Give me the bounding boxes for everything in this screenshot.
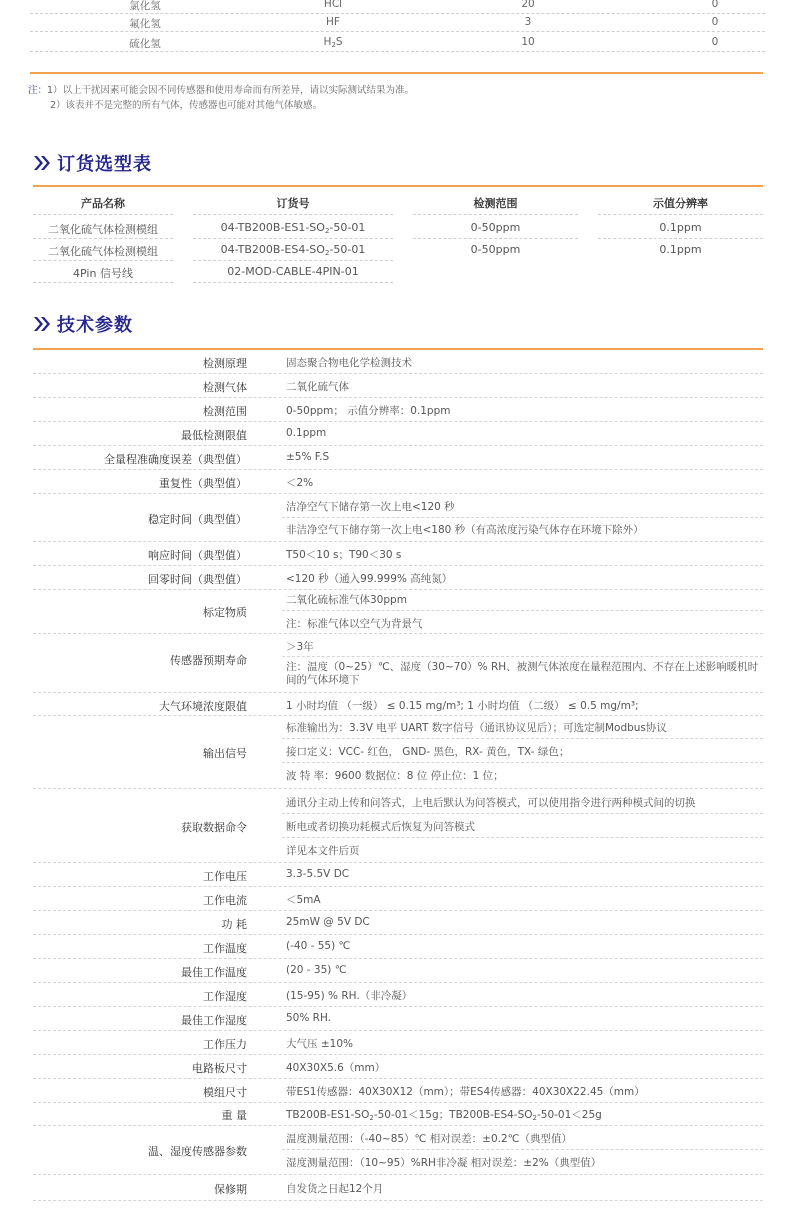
spec-label: 大气环境浓度限值 xyxy=(159,700,247,713)
row-divider xyxy=(33,541,763,542)
spec-section-title xyxy=(33,311,133,337)
table-top-line xyxy=(33,348,763,350)
order-section-title xyxy=(33,150,152,176)
row-divider xyxy=(33,1054,763,1055)
row-divider xyxy=(33,238,173,239)
spec-value: 0.1ppm xyxy=(286,427,327,439)
spec-label: 回零时间（典型值） xyxy=(148,573,247,586)
row-divider xyxy=(33,1125,763,1126)
row-divider xyxy=(33,421,763,422)
spec-label: 检测气体 xyxy=(203,381,247,394)
row-divider xyxy=(33,282,173,283)
gas-formula: $H_2S$ xyxy=(323,36,343,49)
spec-value: 湿度测量范围：（10~95）%RH非冷凝 相对误差：±2%（典型值） xyxy=(286,1157,602,1169)
row-divider xyxy=(33,958,763,959)
row-divider xyxy=(33,1078,763,1079)
spec-label: 工作温度 xyxy=(203,942,247,955)
row-divider xyxy=(598,214,763,215)
gas-formula: HCl xyxy=(323,0,343,10)
row-divider xyxy=(282,1149,763,1150)
double-chevron-icon xyxy=(33,155,51,171)
spec-label: 传感器预期寿命 xyxy=(170,654,247,667)
spec-label: 检测范围 xyxy=(203,405,247,418)
row-divider xyxy=(282,762,763,763)
col-header: 检测范围 xyxy=(473,197,518,210)
spec-value: $TB200B-ES1-SO_2-50-01<15g$；$TB200B-ES4-SO_2-50-01<25g$ xyxy=(286,1109,602,1122)
row-divider xyxy=(282,656,763,657)
spec-value: 二氧化硫气体 xyxy=(286,381,349,393)
row-divider xyxy=(33,692,763,693)
spec-value: 40X30X5.6（mm） xyxy=(286,1062,386,1074)
note-1: 1）以上干扰因素可能会因不同传感器和使用寿命而有所差异，请以实际测试结果为准。 xyxy=(47,85,415,96)
table-top-line xyxy=(33,185,763,187)
gas-response: 0 xyxy=(711,0,719,10)
section-title: 技术参数 xyxy=(57,315,133,336)
row-divider xyxy=(33,1102,763,1103)
gas-concentration: 20 xyxy=(521,0,535,10)
row-divider xyxy=(33,1006,763,1007)
spec-value: 0-50ppm； 示值分辨率：0.1ppm xyxy=(286,405,451,417)
spec-label: 全量程准确度误差（典型值） xyxy=(104,453,247,466)
spec-value: 接口定义：VCC- 红色， GND- 黑色，RX- 黄色，TX- 绿色； xyxy=(286,746,570,758)
gas-response: 0 xyxy=(711,36,719,48)
spec-value: <120 秒（通入99.999% 高纯氮） xyxy=(286,573,453,585)
spec-value: ＜2% xyxy=(286,477,314,489)
gas-concentration: 3 xyxy=(524,16,532,28)
row-divider xyxy=(33,397,763,398)
spec-value: 断电或者切换功耗模式后恢复为问答模式 xyxy=(286,821,475,833)
order-code: $04-TB200B-ES1-SO_2-50-01$ xyxy=(220,221,366,235)
row-divider xyxy=(413,214,578,215)
spec-value: ＞3年 xyxy=(286,641,314,653)
product-name: 二氧化硫气体检测模组 xyxy=(48,245,158,258)
spec-value: 通讯分主动上传和问答式，上电后默认为问答模式，可以使用指令进行两种模式间的切换 xyxy=(286,797,696,809)
gas-name: 氯化氢 xyxy=(129,0,161,12)
spec-label: 获取数据命令 xyxy=(181,821,247,834)
product-name: 二氧化硫气体检测模组 xyxy=(48,223,158,236)
spec-value: 二氧化硫标准气体30ppm xyxy=(286,594,407,606)
spec-label: 电路板尺寸 xyxy=(192,1062,247,1075)
spec-label: 响应时间（典型值） xyxy=(148,549,247,562)
spec-label: 工作压力 xyxy=(203,1038,247,1051)
spec-value: 波 特 率：9600 数据位：8 位 停止位：1 位； xyxy=(286,770,504,782)
row-divider xyxy=(33,373,763,374)
spec-value: (-40 - 55) ℃ xyxy=(286,940,351,952)
row-divider xyxy=(33,886,763,887)
spec-label: 重 量 xyxy=(221,1109,247,1122)
gas-name: 氟化氢 xyxy=(129,18,161,30)
spec-label: 稳定时间（典型值） xyxy=(148,513,247,526)
row-divider xyxy=(33,715,763,716)
row-divider xyxy=(33,1030,763,1031)
spec-value: 注：标准气体以空气为背景气 xyxy=(286,618,423,630)
spec-value: 固态聚合物电化学检测技术 xyxy=(286,357,412,369)
spec-label: 最佳工作湿度 xyxy=(181,1014,247,1027)
gas-concentration: 10 xyxy=(521,36,535,48)
spec-value: 详见本文件后页 xyxy=(286,845,360,857)
spec-label: 模组尺寸 xyxy=(203,1086,247,1099)
spec-label: 重复性（典型值） xyxy=(159,477,247,490)
spec-value: 1 小时均值 （一级） ≤ 0.15 mg/m³; 1 小时均值 （二级） ≤ 0.5 mg/m³; xyxy=(286,700,639,712)
row-divider xyxy=(33,862,763,863)
spec-label: 温、湿度传感器参数 xyxy=(148,1145,247,1158)
note-2: 2）该表并不是完整的所有气体，传感器也可能对其他气体敏感。 xyxy=(50,100,323,111)
spec-value: 注：温度（0~25）℃、湿度（30~70）% RH、被测气体浓度在量程范围内、不存在上述影响暖机时间的气体环境下 xyxy=(286,661,759,686)
col-header: 订货号 xyxy=(276,197,310,210)
spec-value: ±5% F.S xyxy=(286,451,330,463)
spec-label: 最佳工作温度 xyxy=(181,966,247,979)
detect-range: 0-50ppm xyxy=(470,221,521,234)
spec-value: T50＜10 s；T90＜30 s xyxy=(286,549,402,561)
note-lead: 注： xyxy=(28,85,48,96)
row-divider xyxy=(33,910,763,911)
order-code: $04-TB200B-ES4-SO_2-50-01$ xyxy=(220,243,366,257)
row-divider xyxy=(598,238,763,239)
row-divider xyxy=(282,837,763,838)
row-divider xyxy=(282,610,763,611)
spec-value: 25mW @ 5V DC xyxy=(286,916,370,928)
spec-value: 标准输出为：3.3V 电平 UART 数字信号（通讯协议见后）；可选定制Modbus协议 xyxy=(286,722,667,734)
row-divider xyxy=(193,214,393,215)
row-divider xyxy=(33,982,763,983)
row-divider xyxy=(193,260,393,261)
spec-value: 带ES1传感器：40X30X12（mm）；带ES4传感器：40X30X22.45（mm） xyxy=(286,1086,645,1098)
col-header: 产品名称 xyxy=(81,197,125,210)
page-title: 订货选型表 xyxy=(57,154,152,175)
cross-row xyxy=(30,34,765,52)
spec-value: 洁净空气下储存第一次上电<120 秒 xyxy=(286,501,455,513)
row-divider xyxy=(33,934,763,935)
spec-value: 大气压 ±10% xyxy=(286,1038,353,1050)
spec-value: 3.3-5.5V DC xyxy=(286,868,350,880)
row-divider xyxy=(282,517,763,518)
spec-value: 非洁净空气下储存第一次上电<180 秒（有高浓度污染气体存在环境下除外） xyxy=(286,524,644,536)
order-code: 02-MOD-CABLE-4PIN-01 xyxy=(227,265,359,278)
gas-name: 硫化氢 xyxy=(129,38,161,50)
row-divider xyxy=(33,589,763,590)
spec-label: 工作湿度 xyxy=(203,990,247,1003)
gas-response: 0 xyxy=(711,16,719,28)
detect-range: 0-50ppm xyxy=(470,243,521,256)
row-divider xyxy=(33,788,763,789)
spec-label: 输出信号 xyxy=(203,747,247,760)
row-divider xyxy=(33,1174,763,1175)
spec-label: 检测原理 xyxy=(203,357,247,370)
spec-value: (15-95) % RH.（非冷凝） xyxy=(286,990,413,1002)
row-divider xyxy=(33,565,763,566)
row-divider xyxy=(33,260,173,261)
row-divider xyxy=(33,493,763,494)
row-divider xyxy=(33,1200,763,1201)
spec-label: 工作电压 xyxy=(203,870,247,883)
row-divider xyxy=(413,238,578,239)
resolution: 0.1ppm xyxy=(659,243,702,256)
spec-label: 功 耗 xyxy=(221,918,247,931)
row-divider xyxy=(282,813,763,814)
divider xyxy=(30,72,763,74)
spec-value: 温度测量范围：（-40~85）℃ 相对误差：±0.2℃（典型值） xyxy=(286,1133,572,1145)
cross-row xyxy=(30,0,765,14)
row-divider xyxy=(33,445,763,446)
product-name: 4Pin 信号线 xyxy=(73,267,133,280)
cross-row xyxy=(30,14,765,32)
resolution: 0.1ppm xyxy=(659,221,702,234)
row-divider xyxy=(33,469,763,470)
spec-label: 最低检测限值 xyxy=(181,429,247,442)
row-divider xyxy=(193,238,393,239)
spec-label: 工作电流 xyxy=(203,894,247,907)
row-divider xyxy=(33,633,763,634)
spec-value: ＜5mA xyxy=(286,894,321,906)
spec-value: (20 - 35) ℃ xyxy=(286,964,347,976)
row-divider xyxy=(193,282,393,283)
notes xyxy=(28,83,414,113)
spec-label: 标定物质 xyxy=(203,606,247,619)
spec-label: 保修期 xyxy=(214,1183,247,1196)
spec-value: 自发货之日起12个月 xyxy=(286,1183,384,1195)
double-chevron-icon xyxy=(33,316,51,332)
spec-value: 50% RH. xyxy=(286,1012,332,1024)
col-header: 示值分辨率 xyxy=(653,197,708,210)
row-divider xyxy=(282,738,763,739)
gas-formula: HF xyxy=(326,16,340,28)
row-divider xyxy=(33,214,173,215)
